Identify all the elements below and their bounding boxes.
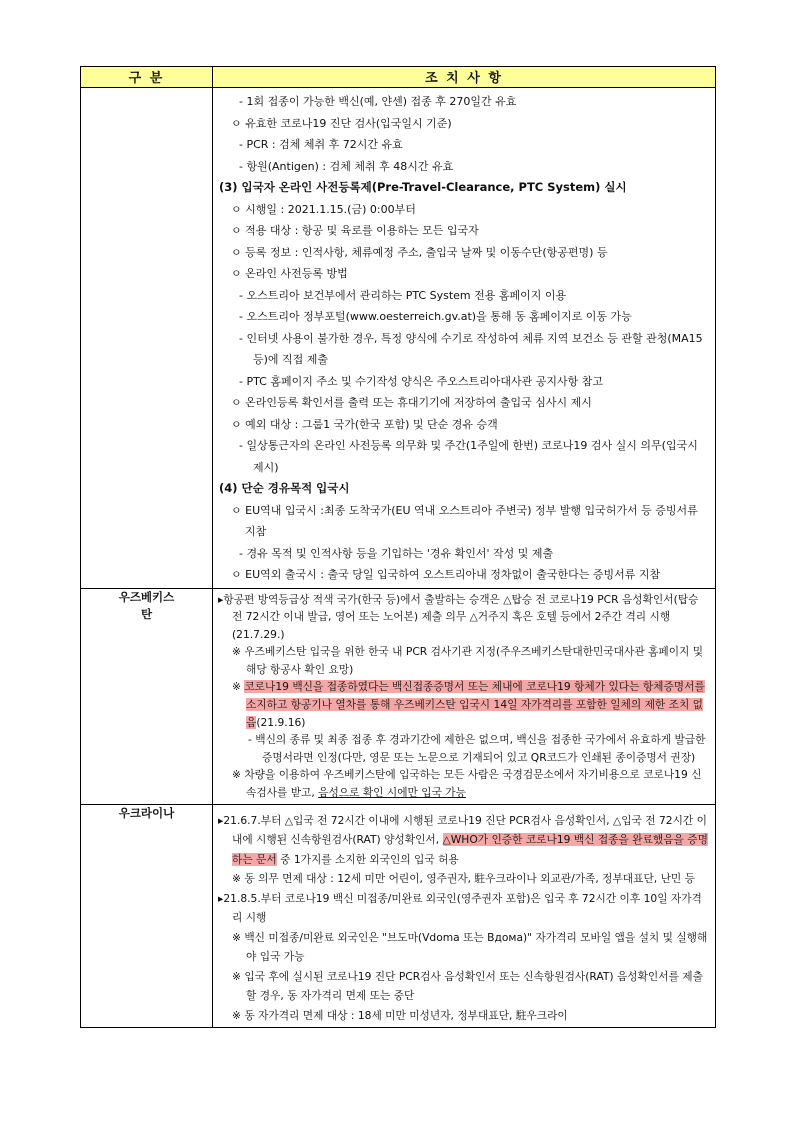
note-text: ※ 차량을 이용하여 우즈베키스탄에 입국하는 모든 사람은 국경검문소에서 자기비용으로 코로나19 신속검사를 받고, — [232, 768, 702, 800]
measures-cell-austria — [213, 88, 716, 589]
list-item: - 오스트리아 보건부에서 관리하는 PTC System 전용 홈페이지 이용 — [239, 288, 567, 302]
list-item: - 인터넷 사용이 불가한 경우, 특정 양식에 수기로 작성하여 체류 지역 보건소 등 관할 관청(MA15 등)에 직접 제출 — [239, 331, 703, 366]
list-item: ▸항공편 방역등급상 적색 국가(한국 등)에서 출발하는 승객은 △탑승 전 코로나19 PCR 음성확인서(탑승 전 72시간 이내 발급, 영어 또는 노어본) 제출 의무 △거주지 혹은 호텔 등에서 2주간 격리 시행(21.7.29.) — [218, 592, 699, 641]
table-row-ukraine — [81, 804, 716, 1028]
list-text: ▸21.6.7.부터 △입국 전 72시간 이내에 시행된 코로나19 진단 PCR검사 음성확인서, △입국 전 72시간 이내에 시행된 신속항원검사(RAT) 양성확인서, — [218, 813, 707, 847]
list-item: - 일상통근자의 온라인 사전등록 의무화 및 주간(1주일에 한번) 코로나19 검사 실시 의무(입국시 제시) — [239, 439, 698, 474]
note-item — [232, 766, 710, 801]
country-name-ukraine — [81, 804, 213, 1028]
list-item — [218, 811, 710, 870]
list-item: - PCR : 검체 체취 후 72시간 유효 — [239, 138, 403, 151]
list-item: ㅇ 유효한 코로나19 진단 검사(입국일시 기준) — [231, 116, 452, 130]
note-item: - 백신의 종류 및 최종 접종 후 경과기간에 제한은 없으며, 백신을 접종한 국가에서 유효하게 발급한 증명서라면 인정(다만, 영문 또는 노문으로 기재되어 있고 QR코드가 인쇄된 종이증명서 권장) — [248, 733, 706, 764]
note-item: ※ 동 의무 면제 대상 : 12세 미만 어린이, 영주권자, 駐우크라이나 외교관/가족, 정부대표단, 난민 등 — [232, 872, 695, 886]
table-row-uzbekistan — [81, 588, 716, 804]
highlighted-text: 코로나19 백신을 접종하였다는 백신접종증명서 또는 체내에 코로나19 항체가 있다는 항체증명서를 소지하고 항공기나 열차를 통해 우즈베키스탄 입국시 14일 자가격리를 포함한 일체의 제한 조치 없음 — [244, 680, 705, 729]
highlighted-text: △WHO가 인증한 코로나19 백신 접종을 완료했음을 증명하는 문서 — [232, 833, 708, 866]
note-item: ※ 우즈베키스탄 입국을 위한 한국 내 PCR 검사기관 지정(주우즈베키스탄대한민국대사관 홈페이지 및 해당 항공사 확인 요망) — [232, 645, 704, 676]
country-cell-austria — [81, 88, 213, 589]
note-prefix: ※ — [232, 680, 245, 694]
note-item: ※ 동 자가격리 면제 대상 : 18세 미만 미성년자, 정부대표단, 駐우크라이 — [232, 1008, 568, 1022]
underlined-text: 음성으로 확인 시에만 입국 가능 — [318, 786, 466, 800]
column-header-measures: 조 치 사 항 — [213, 67, 716, 88]
note-item-highlighted — [232, 678, 710, 731]
note-date: (21.9.16) — [256, 715, 306, 729]
list-item: ㅇ 시행일 : 2021.1.15.(금) 0:00부터 — [231, 202, 416, 216]
column-header-category: 구 분 — [81, 67, 213, 88]
list-item: - 1회 접종이 가능한 백신(예, 얀센) 접종 후 270일간 유효 — [239, 95, 517, 108]
section-heading: (4) 단순 경유목적 입국시 — [219, 481, 350, 495]
list-item: ㅇ EU역내 입국시 :최종 도착국가(EU 역내 오스트리아 주변국) 정부 발행 입국허가서 등 증빙서류 지참 — [231, 503, 698, 538]
measures-cell-uzbekistan — [213, 588, 716, 804]
note-item: ※ 백신 미접종/미완료 외국인은 "브도마(Vdoma 또는 Вдома)" 자가격리 모바일 앱을 설치 및 실행해야 입국 가능 — [232, 930, 708, 964]
list-text: 중 1가지를 소지한 외국인의 입국 허용 — [276, 852, 459, 866]
list-item: - 항원(Antigen) : 검체 체취 후 48시간 유효 — [239, 159, 454, 173]
country-label: 우크라이나 — [118, 805, 175, 820]
list-item: - 오스트리아 정부포털(www.oesterreich.gv.at)을 통해 동 홈페이지로 이동 가능 — [239, 310, 632, 323]
section-heading: (3) 입국자 온라인 사전등록제(Pre-Travel-Clearance, PTC System) 실시 — [219, 180, 627, 194]
country-name-uzbekistan — [81, 588, 213, 804]
list-item: - 경유 목적 및 인적사항 등을 기입하는 '경유 확인서' 작성 및 제출 — [239, 546, 554, 560]
list-item: ▸21.8.5.부터 코로나19 백신 미접종/미완료 외국인(영주권자 포함)은 입국 후 72시간 이후 10일 자가격리 시행 — [218, 891, 702, 925]
list-item: ㅇ 적용 대상 : 항공 및 육로를 이용하는 모든 입국자 — [231, 224, 479, 237]
table-row-austria — [81, 88, 716, 589]
list-item: ㅇ 등록 정보 : 인적사항, 체류예정 주소, 출입국 날짜 및 이동수단(항공편명) 등 — [231, 245, 608, 259]
list-item: - PTC 홈페이지 주소 및 수기작성 양식은 주오스트리아대사관 공지사항 참고 — [239, 374, 603, 388]
list-item: ㅇ EU역외 출국시 : 출국 당일 입국하여 오스트리아내 정차없이 출국한다는 증빙서류 지참 — [231, 568, 661, 581]
country-label: 우즈베키스탄 — [118, 589, 175, 621]
measures-table — [80, 66, 716, 1028]
list-item: ㅇ 온라인 사전등록 방법 — [231, 267, 348, 280]
list-item: ㅇ 예외 대상 : 그룹1 국가(한국 포함) 및 단순 경유 승객 — [231, 417, 498, 431]
measures-cell-ukraine — [213, 804, 716, 1028]
list-item: ㅇ 온라인등록 확인서를 출력 또는 휴대기기에 저장하여 출입국 심사시 제시 — [231, 396, 592, 409]
note-item: ※ 입국 후에 실시된 코로나19 진단 PCR검사 음성확인서 또는 신속항원검사(RAT) 음성확인서를 제출할 경우, 동 자가격리 면제 또는 중단 — [232, 969, 703, 1003]
